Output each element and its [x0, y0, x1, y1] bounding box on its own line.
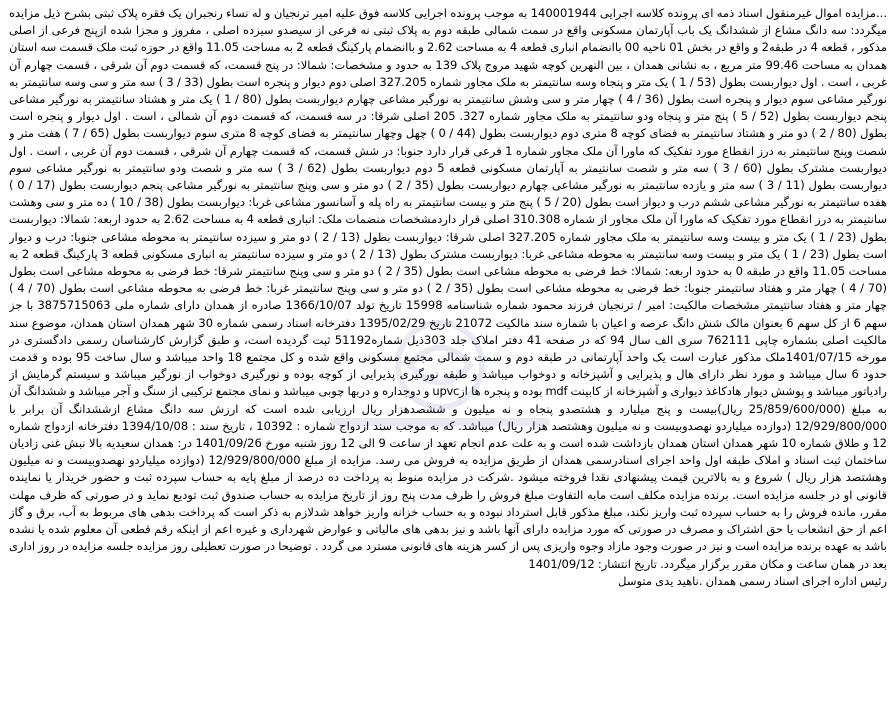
auction-notice — [9, 5, 887, 705]
signature: رئیس اداره اجرای اسناد رسمی همدان .ناهید یدی متوسل — [618, 573, 887, 588]
notice-body: ...مزایده اموال غیرمنقول اسناد ذمه ای پرونده کلاسه اجرایی 140001944 به موجب پرونده اجرایی کلاسه فوق علیه امیر ترنجیان و له نساء رنجبران یک فقره پلاک ثبتی بشرح ذیل مزایده میگردد: سه دانگ مشاع از ششدانگ یک باب آپارتمان مسکونی واقع در سمت شمالی طبقه دوم به پلاک ثبتی نه فرعی از سیصدو سیزده اصلی ، مفروز و مجزا شده ازپنج فرعی از اصلی مذکور ، قطعه 4 در طبقه2 و واقع در بخش 01 ناحیه 00 باانضمام انباری قطعه 4 به مساحت 2.62 و باانضمام پارکینگ قطعه 2 به مساحت 11.05 واقع در حوزه ثبت ملک قسمت سه استان همدان به مساحت 99.46 متر مربع ، به نشانی همدان ، بین النهرین کوچه شهید مروج پلاک 139 به حدود و مشخصات: شمالا: در پنج قسمت، که قسمت دوم آن شرقی ، قسمت چهارم آن غربی ، است . اول دیواربست بطول (53 / 1 ) یک متر و پنجاه وسه سانتیمتر به ملک مجاور شماره 327.205 اصلی دوم دیوار و پنجره است بطول (33 / 3 ) سه متر و سی وسه سانتیمتر به نورگیر مشاعی سوم دیوار و پنجره است بطول (36 / 4 ) چهار متر و سی وشش سانتیمتر به نورگیر مشاعی چهارم دیواربست بطول (80 / 1 ) یک متر و هشتاد سانتیمتر به نورگیر مشاعی پنجم دیواربست بطول (52 / 5 ) پنج متر و پنجاه ودو سانتیمتر به ملک مجاور شماره 327. 205 اصلی شرقا: در سه قسمت، که قسمت دوم آن شمالی ، است . اول دیوار و پنجره است بطول (80 / 2 ) دو متر و هشتاد سانتیمتر به فضای کوچه 8 متری دوم دیواربست بطول (44 / 0 ) چهل وچهار سانتیمتر به فضای کوچه 8 متری سوم دیواربست بطول (65 / 7 ) هفت متر و شصت وپنج سانتیمتر به درز انقطاع مورد تفکیک که ماورا آن ملک مجاور شماره 1 فرعی قرار دارد جنوبا: در شش قسمت، که قسمت چهارم آن شرقی ، قسمت دوم آن غربی ، است . اول دیواربست مشترک بطول (60 / 3 ) سه متر و شصت سانتیمتر به آپارتمان مسکونی قطعه 5 دوم دیواربست بطول (62 / 3 ) سه متر و شصت ودو سانتیمتر به نورگیر مشاعی سوم دیواربست بطول (11 / 3 ) سه متر و یازده سانتیمتر به نورگیر مشاعی چهارم دیواربست بطول (35 / 2 ) دو متر و سی وپنج سانتیمتر به نورگیر مشاعی پنجم دیواربست بطول (17 / 0 ) هفده سانتیمتر به نورگیر مشاعی ششم درب و دیوار است بطول (20 / 5 ) پنج متر و بیست سانتیمتر به راه پله و آسانسور مشاعی غربا: دیواربست بطول (38 / 10 ) ده متر و سی وهشت سانتیمتر به درز انقطاع مورد تفکیک که ماورا آن ملک مجاور از شماره 310.308 اصلی قرار داردمشخصات منضمات ملک: انباری قطعه 4 به مساحت 2.62 به حدود اربعه: شمالا: دیواربست بطول (23 / 1 ) یک متر و بیست وسه سانتیمتر به ملک مجاور شماره 327.205 اصلی شرقا: دیواربست بطول (13 / 2 ) دو متر و سیزده سانتیمتر به محوطه مشاعی جنوبا: درب و دیوار است بطول (23 / 1 ) یک متر و بیست وسه سانتیمتر به محوطه مشاعی غربا: دیواربست مشترک بطول (13 / 2 ) دو متر و سیزده سانتیمتر به انباری مسکونی قطعه 3 پارکینگ قطعه 2 به مساحت 11.05 واقع در طبقه 0 به حدود اربعه: شمالا: خط فرضی به محوطه مشاعی است بطول (35 / 2 ) دو متر و سی وپنج سانتیمتر شرقا: خط فرضی به محوطه مشاعی است بطول (70 / 4 ) چهار متر و هفتاد سانتیمتر جنوبا: خط فرضی به محوطه مشاعی است بطول (35 / 2 ) دو متر و سی وپنج سانتیمتر غربا: خط فرضی به محوطه مشاعی است بطول (70 / 4 ) چهار متر و هفتاد سانتیمتر مشخصات مالکیت: امیر / ترنجیان فرزند محمود شماره شناسنامه 15998 تاریخ تولد 1366/10/07 صادره از همدان دارای شماره ملی 3875715063 با جز سهم 6 از کل سهم 6 بعنوان مالک شش دانگ عرصه و اعیان با شماره سند مالکیت 21072 تاریخ 1395/02/29 دفترخانه اسناد رسمی شماره 30 شهر همدان استان همدان، موضوع سند مالکیت اصلی بشماره چاپی 762111 سری الف سال 94 که در صفحه 41 دفتر املاک جلد 303ذیل شماره51192 ثبت گردیده است، و طبق گزارش کارشناسان رسمی دادگستری در مورخه 1401/07/15ملک مذکور عبارت است یک واحد آپارتمانی در طبقه دوم و سمت شمالی مجتمع مسکونی واقع شده و کل مجتمع 18 واحد میباشد و سال ساخت 95 بوده و قدمت حدود 6 سال میباشد و مورد نظر دارای هال و پذیرایی و آشپزخانه و دوخواب میباشد و طبقه نورگیری پذیرایی از کوچه بوده و نورگیری دوخواب از نورگیر میباشد و سیستم گرمایش از رادیاتور میباشد و پوشش دیوار هادکاغذ دیواری و آشپزخانه از کابینت mdf بوده و پنجره ها ازupvc و دوجداره و دربها چوبی میباشد و نمای مجتمع ترکیبی از سنگ و آجر میباشد و ششدانگ آن به مبلغ (25/859/600/000 ریال)بیست و پنج میلیارد و هشتصدو پنجاه و نه میلیون و ششصدهزار ریال ارزیابی شده است که ارزش سه دانگ مشاع ازششدانگ آن برابر با 12/929/800/000 (دوازده میلیاردو نهصدوبیست و نه میلیون وهشتصد هزار ریال) میباشد. که به موجب سند ازدواج شماره : 10392 ، تاریخ سند : 1394/10/08 دفترخانه ازدواج شماره 12 و طلاق شماره 10 شهر همدان استان همدان بازداشت شده است و به علت عدم انجام تعهد از ساعت 9 الی 12 روز شنبه مورخ 1401/09/26 در: همدان سعیدیه بالا نبش غنی زادیان ساختمان ثبت اسناد و املاک طبقه اول واحد اجرای اسنادرسمی همدان از طریق مزایده به فروش می رسد. مزایده از مبلغ 12/929/800/000 (دوازده میلیاردو نهصدوبیست و نه میلیون وهشتصد هزار ریال ) شروع و به بالاترین قیمت پیشنهادی نقدا فروخته میشود .شرکت در مزایده منوط به پرداخت ده درصد از مبلغ پایه به حساب سپرده ثبت و حضور خریدار یا نماینده قانونی او در جلسه مزایده است. برنده مزایده مکلف است مابه التفاوت مبلغ فروش را ظرف مدت پنج روز از تاریخ مزایده به حساب صندوق ثبت تودیع نماید و در صورتی که ظرف مهلت مقرر، مانده فروش را به حساب سپرده ثبت واریز نکند، مبلغ مذکور قابل استرداد نبوده و به حساب خزانه واریز خواهد شدلازم به ذکر است که پرداخت بدهی های مربوط به آب، برق و گاز اعم از حق انشعاب یا حق اشتراک و مصرف در صورتی که مورد مزایده دارای آنها باشد و نیز بدهی های مالیاتی و عوارض شهرداری و غیره اعم از اینکه رقم قطعی آن معلوم شده یا نشده باشد به عهده برنده مزایده است و نیز در صورت وجود مازاد وجوه واریزی پس از کسر هزینه های قانونی مسترد می گردد . توضیحا در صورت تعطیلی روز مزایده جلسه مزایده در روز اداری بعد در همان ساعت و مکان مقرر برگزار میگردد. تاریخ انتشار: 1401/09/12 — [9, 6, 887, 571]
